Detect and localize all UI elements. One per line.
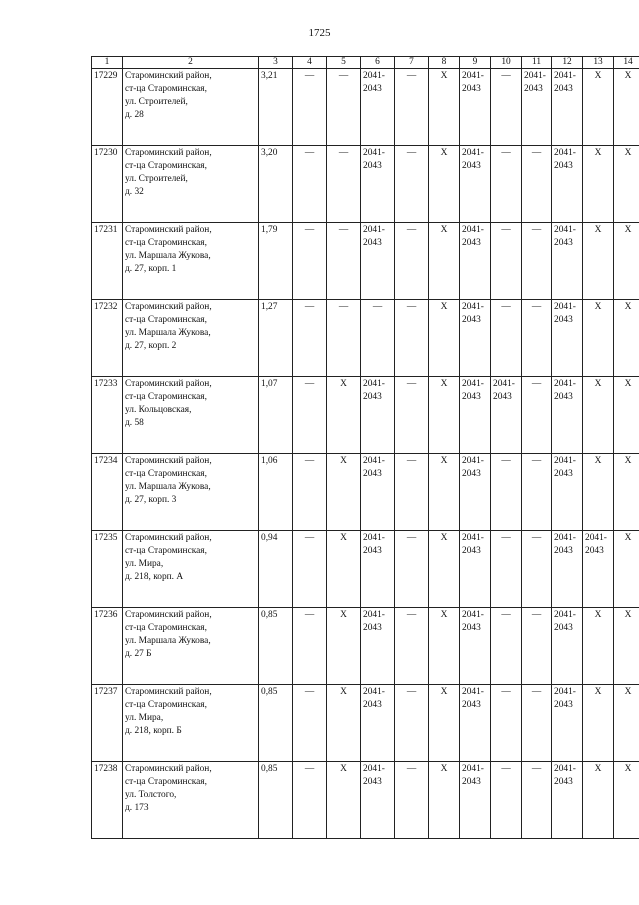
year-part: 2043 (554, 161, 573, 171)
mark-cell: Х (614, 146, 639, 223)
year-range-cell (361, 454, 395, 531)
year-part: 2043 (363, 161, 382, 171)
table-row (92, 531, 639, 608)
mark-cell: — (293, 69, 327, 146)
year-part: 2041- (554, 379, 576, 389)
mark-cell: — (395, 454, 429, 531)
mark-cell: Х (429, 685, 460, 762)
column-header: 1 (92, 57, 123, 69)
address-line: ст-ца Староминская, (125, 161, 207, 171)
value-cell: 1,06 (259, 454, 293, 531)
year-part: 2041- (462, 148, 484, 158)
address-line: ул. Строителей, (125, 174, 188, 184)
table-row (92, 685, 639, 762)
year-range-cell (583, 531, 614, 608)
year-range-cell (552, 608, 583, 685)
mark-cell: Х (614, 685, 639, 762)
year-part: 2041- (363, 533, 385, 543)
record-number: 17238 (92, 762, 123, 839)
year-part: 2041- (554, 148, 576, 158)
mark-cell: Х (583, 608, 614, 685)
column-header: 3 (259, 57, 293, 69)
year-part: 2041- (524, 71, 546, 81)
mark-cell: Х (327, 608, 361, 685)
record-number: 17233 (92, 377, 123, 454)
mark-cell: — (522, 146, 552, 223)
address-line: ул. Маршала Жукова, (125, 636, 211, 646)
address-line: ст-ца Староминская, (125, 777, 207, 787)
record-number: 17232 (92, 300, 123, 377)
year-part: 2041- (554, 71, 576, 81)
value-cell: 0,85 (259, 608, 293, 685)
year-part: 2041- (363, 148, 385, 158)
year-range-cell (460, 223, 491, 300)
address-line: ул. Маршала Жукова, (125, 482, 211, 492)
mark-cell: — (491, 608, 522, 685)
column-header: 5 (327, 57, 361, 69)
year-part: 2043 (462, 84, 481, 94)
year-range-cell (361, 685, 395, 762)
year-part: 2041- (462, 533, 484, 543)
address-line: Староминский район, (125, 379, 212, 389)
year-part: 2041- (363, 456, 385, 466)
mark-cell: — (491, 146, 522, 223)
record-number: 17236 (92, 608, 123, 685)
mark-cell: Х (583, 223, 614, 300)
table-row (92, 762, 639, 839)
address-line: Староминский район, (125, 687, 212, 697)
address-line: ст-ца Староминская, (125, 84, 207, 94)
address-line: Староминский район, (125, 225, 212, 235)
column-header: 9 (460, 57, 491, 69)
year-part: 2043 (363, 392, 382, 402)
year-part: 2043 (554, 84, 573, 94)
mark-cell: — (293, 454, 327, 531)
year-range-cell (460, 69, 491, 146)
year-part: 2043 (554, 392, 573, 402)
mark-cell: — (491, 685, 522, 762)
year-range-cell (460, 531, 491, 608)
year-part: 2043 (363, 84, 382, 94)
mark-cell: — (522, 685, 552, 762)
year-range-cell (460, 685, 491, 762)
address-line: ул. Толстого, (125, 790, 177, 800)
address-line: Староминский район, (125, 71, 212, 81)
table-row (92, 223, 639, 300)
address-line: ст-ца Староминская, (125, 469, 207, 479)
year-part: 2041- (554, 302, 576, 312)
mark-cell: — (491, 223, 522, 300)
mark-cell: Х (583, 300, 614, 377)
address-line: ст-ца Староминская, (125, 392, 207, 402)
year-part: 2043 (462, 700, 481, 710)
table-row (92, 300, 639, 377)
year-part: 2043 (585, 546, 604, 556)
mark-cell: — (327, 223, 361, 300)
year-part: 2041- (363, 764, 385, 774)
mark-cell: Х (429, 146, 460, 223)
column-header: 10 (491, 57, 522, 69)
year-part: 2043 (554, 546, 573, 556)
address-cell (123, 454, 259, 531)
mark-cell: Х (583, 454, 614, 531)
year-range-cell (552, 69, 583, 146)
mark-cell: — (293, 531, 327, 608)
year-part: 2043 (363, 546, 382, 556)
value-cell: 1,27 (259, 300, 293, 377)
year-part: 2043 (554, 700, 573, 710)
year-part: 2041- (363, 687, 385, 697)
address-line: ул. Маршала Жукова, (125, 328, 211, 338)
mark-cell: Х (614, 762, 639, 839)
address-line: ст-ца Староминская, (125, 315, 207, 325)
mark-cell: — (395, 223, 429, 300)
address-line: ул. Маршала Жукова, (125, 251, 211, 261)
mark-cell: — (395, 146, 429, 223)
address-line: д. 218, корп. А (125, 572, 184, 582)
table-header (92, 57, 639, 69)
year-part: 2041- (554, 764, 576, 774)
column-header: 6 (361, 57, 395, 69)
address-line: ст-ца Староминская, (125, 546, 207, 556)
mark-cell: — (327, 146, 361, 223)
mark-cell: Х (583, 377, 614, 454)
year-range-cell (552, 377, 583, 454)
address-line: ст-ца Староминская, (125, 623, 207, 633)
address-cell (123, 300, 259, 377)
mark-cell: — (293, 762, 327, 839)
address-cell (123, 685, 259, 762)
year-range-cell (460, 146, 491, 223)
table-row (92, 146, 639, 223)
year-range-cell (361, 377, 395, 454)
value-cell: 0,85 (259, 685, 293, 762)
address-line: Староминский район, (125, 456, 212, 466)
mark-cell: Х (429, 762, 460, 839)
year-part: 2043 (554, 469, 573, 479)
year-range-cell (460, 454, 491, 531)
column-header: 2 (123, 57, 259, 69)
year-range-cell (491, 377, 522, 454)
mark-cell: Х (429, 223, 460, 300)
year-range-cell (552, 146, 583, 223)
year-range-cell (361, 69, 395, 146)
year-part: 2043 (554, 623, 573, 633)
year-part: 2043 (363, 623, 382, 633)
mark-cell: Х (429, 300, 460, 377)
year-part: 2043 (363, 700, 382, 710)
address-line: ст-ца Староминская, (125, 700, 207, 710)
address-line: Староминский район, (125, 533, 212, 543)
mark-cell: — (395, 69, 429, 146)
mark-cell: Х (583, 762, 614, 839)
year-range-cell (361, 608, 395, 685)
year-part: 2043 (493, 392, 512, 402)
address-line: д. 27, корп. 2 (125, 341, 177, 351)
year-part: 2043 (363, 238, 382, 248)
address-line: Староминский район, (125, 148, 212, 158)
address-cell (123, 377, 259, 454)
mark-cell: — (327, 69, 361, 146)
column-header: 12 (552, 57, 583, 69)
year-part: 2041- (554, 610, 576, 620)
year-range-cell (361, 531, 395, 608)
table-row (92, 377, 639, 454)
year-range-cell (552, 685, 583, 762)
year-part: 2041- (462, 302, 484, 312)
mark-cell: Х (614, 454, 639, 531)
year-part: 2043 (462, 392, 481, 402)
mark-cell: Х (583, 146, 614, 223)
page-number: 1725 (308, 27, 331, 39)
mark-cell: — (522, 300, 552, 377)
mark-cell: Х (429, 531, 460, 608)
address-line: ул. Мира, (125, 713, 164, 723)
year-range-cell (552, 223, 583, 300)
address-line: Староминский район, (125, 764, 212, 774)
year-range-cell (552, 454, 583, 531)
year-range-cell (552, 300, 583, 377)
address-line: ул. Кольцовская, (125, 405, 192, 415)
column-header: 8 (429, 57, 460, 69)
year-range-cell (361, 146, 395, 223)
record-number: 17231 (92, 223, 123, 300)
mark-cell: — (395, 762, 429, 839)
mark-cell: — (293, 377, 327, 454)
table-row (92, 608, 639, 685)
address-cell (123, 223, 259, 300)
address-line: д. 27, корп. 1 (125, 264, 177, 274)
year-range-cell (460, 300, 491, 377)
mark-cell: — (522, 223, 552, 300)
mark-cell: — (361, 300, 395, 377)
value-cell: 3,21 (259, 69, 293, 146)
record-number: 17229 (92, 69, 123, 146)
mark-cell: — (293, 223, 327, 300)
year-part: 2041- (462, 379, 484, 389)
address-line: д. 27 Б (125, 649, 152, 659)
mark-cell: Х (614, 300, 639, 377)
year-part: 2043 (554, 315, 573, 325)
address-cell (123, 531, 259, 608)
year-part: 2041- (462, 456, 484, 466)
year-part: 2041- (554, 533, 576, 543)
mark-cell: — (522, 762, 552, 839)
value-cell: 1,79 (259, 223, 293, 300)
column-header: 11 (522, 57, 552, 69)
mark-cell: Х (429, 454, 460, 531)
mark-cell: Х (327, 377, 361, 454)
mark-cell: Х (614, 531, 639, 608)
year-range-cell (522, 69, 552, 146)
year-part: 2043 (524, 84, 543, 94)
address-line: д. 173 (125, 803, 149, 813)
mark-cell: — (522, 377, 552, 454)
column-header: 4 (293, 57, 327, 69)
mark-cell: — (522, 531, 552, 608)
mark-cell: Х (614, 608, 639, 685)
year-part: 2041- (462, 764, 484, 774)
address-cell (123, 608, 259, 685)
value-cell: 3,20 (259, 146, 293, 223)
record-number: 17230 (92, 146, 123, 223)
mark-cell: Х (583, 685, 614, 762)
year-part: 2043 (462, 777, 481, 787)
year-part: 2043 (462, 238, 481, 248)
year-part: 2041- (363, 225, 385, 235)
year-part: 2043 (462, 623, 481, 633)
year-part: 2041- (585, 533, 607, 543)
mark-cell: — (293, 300, 327, 377)
year-part: 2043 (462, 161, 481, 171)
value-cell: 0,85 (259, 762, 293, 839)
year-part: 2041- (554, 225, 576, 235)
mark-cell: — (395, 608, 429, 685)
column-header: 7 (395, 57, 429, 69)
year-part: 2041- (462, 71, 484, 81)
address-line: д. 28 (125, 110, 144, 120)
mark-cell: Х (327, 762, 361, 839)
address-line: Староминский район, (125, 302, 212, 312)
year-part: 2041- (363, 379, 385, 389)
mark-cell: Х (583, 69, 614, 146)
address-line: д. 32 (125, 187, 144, 197)
year-range-cell (552, 762, 583, 839)
mark-cell: — (491, 762, 522, 839)
address-line: д. 58 (125, 418, 144, 428)
year-part: 2043 (462, 469, 481, 479)
year-part: 2041- (462, 225, 484, 235)
value-cell: 0,94 (259, 531, 293, 608)
mark-cell: — (293, 146, 327, 223)
record-number: 17235 (92, 531, 123, 608)
address-line: д. 27, корп. 3 (125, 495, 177, 505)
table-body (92, 69, 639, 839)
year-part: 2041- (363, 610, 385, 620)
year-range-cell (460, 608, 491, 685)
mark-cell: Х (614, 69, 639, 146)
address-line: ул. Строителей, (125, 97, 188, 107)
table-row (92, 69, 639, 146)
year-part: 2043 (462, 546, 481, 556)
mark-cell: Х (327, 454, 361, 531)
year-range-cell (361, 223, 395, 300)
mark-cell: — (395, 685, 429, 762)
year-part: 2041- (554, 456, 576, 466)
column-header: 14 (614, 57, 639, 69)
address-cell (123, 69, 259, 146)
record-number: 17237 (92, 685, 123, 762)
mark-cell: — (522, 608, 552, 685)
mark-cell: — (491, 300, 522, 377)
table-row (92, 454, 639, 531)
address-line: д. 218, корп. Б (125, 726, 182, 736)
mark-cell: Х (614, 377, 639, 454)
mark-cell: — (293, 608, 327, 685)
record-number: 17234 (92, 454, 123, 531)
address-line: ст-ца Староминская, (125, 238, 207, 248)
mark-cell: — (522, 454, 552, 531)
year-part: 2043 (554, 777, 573, 787)
address-line: ул. Мира, (125, 559, 164, 569)
mark-cell: — (395, 377, 429, 454)
year-part: 2041- (554, 687, 576, 697)
year-part: 2043 (554, 238, 573, 248)
year-part: 2041- (363, 71, 385, 81)
address-line: Староминский район, (125, 610, 212, 620)
mark-cell: Х (327, 685, 361, 762)
mark-cell: — (491, 531, 522, 608)
mark-cell: Х (327, 531, 361, 608)
mark-cell: Х (429, 608, 460, 685)
year-part: 2041- (462, 610, 484, 620)
column-header: 13 (583, 57, 614, 69)
address-cell (123, 146, 259, 223)
mark-cell: — (293, 685, 327, 762)
year-part: 2043 (363, 777, 382, 787)
mark-cell: — (327, 300, 361, 377)
mark-cell: — (395, 531, 429, 608)
year-part: 2043 (462, 315, 481, 325)
mark-cell: — (491, 454, 522, 531)
year-part: 2043 (363, 469, 382, 479)
mark-cell: — (395, 300, 429, 377)
value-cell: 1,07 (259, 377, 293, 454)
year-range-cell (460, 762, 491, 839)
mark-cell: Х (429, 377, 460, 454)
mark-cell: Х (614, 223, 639, 300)
year-part: 2041- (493, 379, 515, 389)
header-row (92, 57, 639, 69)
registry-table (91, 56, 639, 839)
address-cell (123, 762, 259, 839)
year-range-cell (460, 377, 491, 454)
year-part: 2041- (462, 687, 484, 697)
mark-cell: — (491, 69, 522, 146)
year-range-cell (361, 762, 395, 839)
year-range-cell (552, 531, 583, 608)
mark-cell: Х (429, 69, 460, 146)
